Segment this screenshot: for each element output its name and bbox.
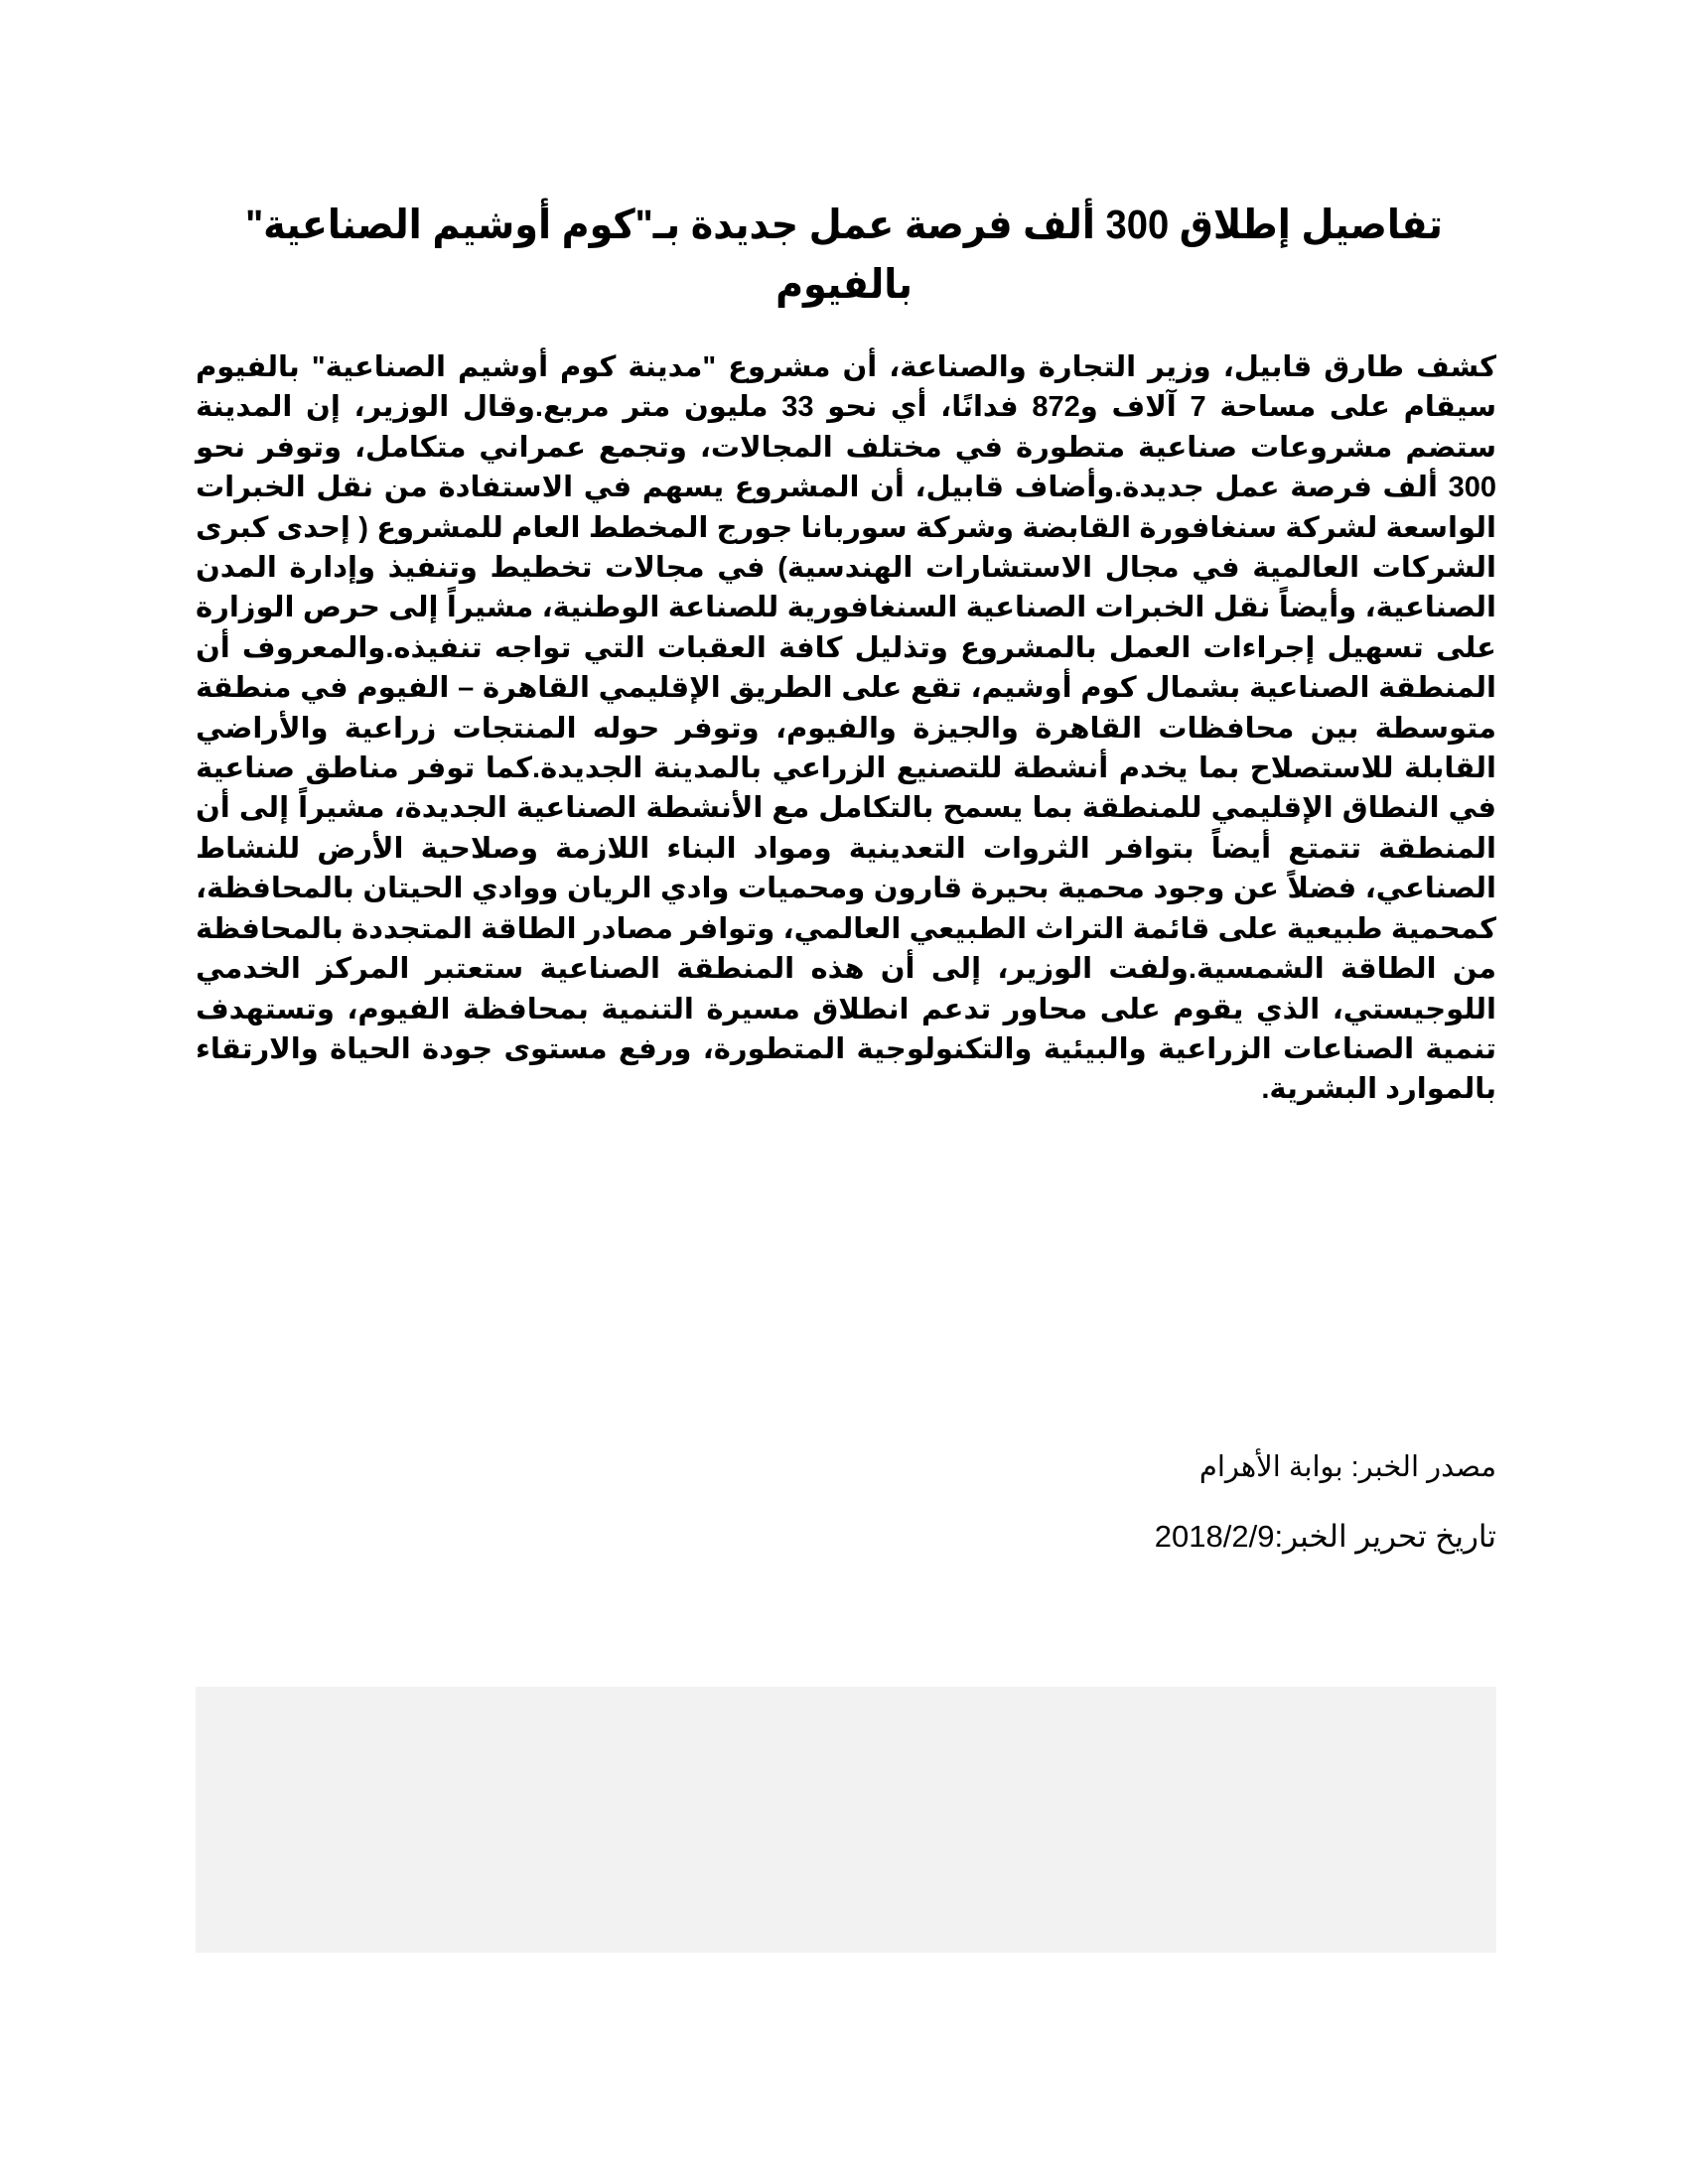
article-body: كشف طارق قابيل، وزير التجارة والصناعة، أن مشروع "مدينة كوم أوشيم الصناعية" بالفيوم سيقام على مساحة 7 آلاف و872 فدانًا، أي نحو 33 مليون متر مربع.وقال الوزير، إن المدينة ستضم مشروعات صناعية متطورة في مختلف المجالات، وتجمع عمراني متكامل، وتوفر نحو 300 ألف فرصة عمل جديدة.وأضاف قابيل، أن المشروع يسهم في الاستفادة من نقل الخبرات الواسعة لشركة سنغافورة القابضة وشركة سوربانا جورج المخطط العام للمشروع ( إحدى كبرى الشركات العالمية في مجال الاستشارات الهندسية) في مجالات تخطيط وتنفيذ وإدارة المدن الصناعية، وأيضاً نقل الخبرات الصناعية السنغافورية للصناعة الوطنية، مشيراً إلى حرص الوزارة على تسهيل إجراءات العمل بالمشروع وتذليل كافة العقبات التي تواجه تنفيذه.والمعروف أن المنطقة الصناعية بشمال كوم أوشيم، تقع على الطريق الإقليمي القاهرة – الفيوم في منطقة متوسطة بين محافظات القاهرة والجيزة والفيوم، وتوفر حوله المنتجات زراعية والأراضي القابلة للاستصلاح بما يخدم أنشطة للتصنيع الزراعي بالمدينة الجديدة.كما توفر مناطق صناعية في النطاق الإقليمي للمنطقة بما يسمح بالتكامل مع الأنشطة الصناعية الجديدة، مشيراً إلى أن المنطقة تتمتع أيضاً بتوافر الثروات التعدينية ومواد البناء اللازمة وصلاحية الأرض للنشاط الصناعي، فضلاً عن وجود محمية بحيرة قارون ومحميات وادي الريان ووادي الحيتان بالمحافظة، كمحمية طبيعية على قائمة التراث الطبيعي العالمي، وتوافر مصادر الطاقة المتجددة بالمحافظة من الطاقة الشمسية.ولفت الوزير، إلى أن هذه المنطقة الصناعية ستعتبر المركز الخدمي اللوجيستي، الذي يقوم على محاور تدعم انطلاق مسيرة التنمية بمحافظة الفيوم، وتستهدف تنمية الصناعات الزراعية والبيئية والتكنولوجية المتطورة، ورفع مستوى جودة الحياة والارتقاء بالموارد البشرية. — [196, 351, 1496, 1106]
news-source: مصدر الخبر: بوابة الأهرام — [1198, 1451, 1496, 1483]
news-date: تاريخ تحرير الخبر:2018/2/9 — [1154, 1519, 1496, 1554]
article-title: تفاصيل إطلاق 300 ألف فرصة عمل جديدة بـ"كوم أوشيم الصناعية" بالفيوم — [245, 202, 1443, 307]
image-placeholder — [196, 1687, 1496, 1953]
